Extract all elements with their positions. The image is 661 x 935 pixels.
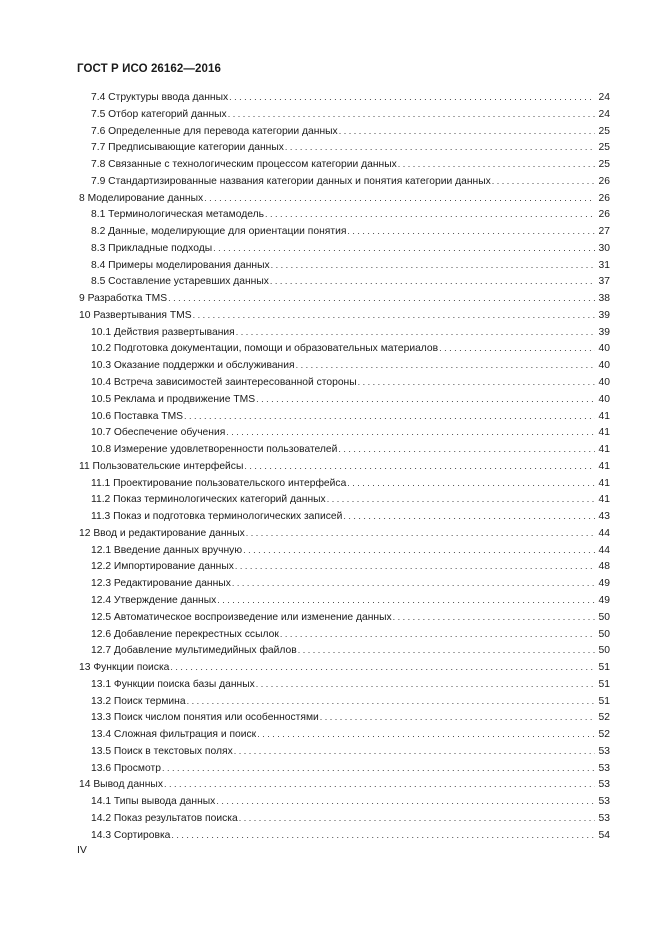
toc-dot-leader xyxy=(393,612,595,622)
toc-entry-title: 12.1 Введение данных вручную xyxy=(91,544,243,556)
toc-entry-page: 25 xyxy=(598,142,610,154)
toc-entry-page: 37 xyxy=(598,276,610,288)
toc-entry-page: 41 xyxy=(598,444,610,456)
toc-entry xyxy=(79,327,610,344)
toc-entry-page: 38 xyxy=(598,293,610,305)
toc-entry-title: 8.1 Терминологическая метамодель xyxy=(91,209,264,221)
toc-entry-title: 7.4 Структуры ввода данных xyxy=(91,92,229,103)
toc-entry xyxy=(79,126,610,143)
toc-entry-title: 7.8 Связанные с технологическим процессом категории данных xyxy=(91,159,397,171)
toc-entry-title: 10.8 Измерение удовлетворенности пользователей xyxy=(91,444,338,456)
toc-dot-leader xyxy=(296,360,595,370)
toc-entry-page: 53 xyxy=(598,796,610,808)
toc-entry-title: 10.5 Реклама и продвижение TMS xyxy=(91,393,256,405)
toc-entry-title: 12.2 Импортирование данных xyxy=(91,561,234,573)
toc-entry-page: 53 xyxy=(598,762,610,774)
toc-entry xyxy=(79,276,610,293)
toc-dot-leader xyxy=(171,830,595,840)
toc-entry-page: 27 xyxy=(598,226,610,238)
toc-entry-title: 8 Моделирование данных xyxy=(79,192,204,204)
toc-entry xyxy=(79,561,610,578)
toc-entry-title: 11.2 Показ терминологических категорий данных xyxy=(91,494,326,506)
toc-entry xyxy=(79,193,610,210)
toc-dot-leader xyxy=(170,662,595,672)
toc-entry xyxy=(79,310,610,327)
toc-entry-page: 40 xyxy=(598,377,610,389)
toc-entry-title: 8.5 Составление устаревших данных xyxy=(91,276,269,288)
toc-entry-page: 40 xyxy=(598,360,610,372)
toc-dot-leader xyxy=(270,276,595,286)
toc-entry-title: 7.7 Предписывающие категории данных xyxy=(91,142,284,154)
toc-entry-page: 26 xyxy=(598,209,610,221)
toc-entry xyxy=(79,746,610,763)
toc-entry-title: 7.6 Определенные для перевода категории данных xyxy=(91,125,338,137)
toc-entry xyxy=(79,645,610,662)
toc-entry-page: 24 xyxy=(598,108,610,120)
toc-entry-title: 10.7 Обеспечение обучения xyxy=(91,427,226,439)
toc-entry xyxy=(79,343,610,360)
toc-entry-page: 26 xyxy=(598,175,610,187)
document-header: ГОСТ Р ИСО 26162—2016 xyxy=(77,63,222,75)
toc-entry xyxy=(79,712,610,729)
toc-dot-leader xyxy=(347,478,595,488)
toc-dot-leader xyxy=(228,109,595,119)
toc-entry-page: 50 xyxy=(598,611,610,623)
toc-entry-title: 8.3 Прикладные подходы xyxy=(91,242,213,254)
toc-entry-page: 41 xyxy=(598,494,610,506)
toc-dot-leader xyxy=(193,310,595,320)
toc-entry xyxy=(79,578,610,595)
toc-entry-page: 41 xyxy=(598,477,610,489)
toc-entry xyxy=(79,176,610,193)
toc-entry-title: 12.5 Автоматическое воспроизведение или изменение данных xyxy=(91,611,392,623)
toc-entry-title: 13.2 Поиск термина xyxy=(91,695,186,707)
toc-dot-leader xyxy=(257,729,595,739)
toc-dot-leader xyxy=(358,377,595,387)
toc-entry xyxy=(79,612,610,629)
toc-dot-leader xyxy=(184,411,595,421)
toc-dot-leader xyxy=(217,595,595,605)
toc-entry xyxy=(79,142,610,159)
toc-entry-title: 11.1 Проектирование пользовательского интерфейса xyxy=(91,477,347,489)
toc-entry-page: 41 xyxy=(598,410,610,422)
toc-entry-title: 14.3 Сортировка xyxy=(91,829,171,841)
toc-entry-page: 53 xyxy=(598,779,610,791)
toc-entry xyxy=(79,427,610,444)
toc-entry-title: 10.2 Подготовка документации, помощи и образовательных материалов xyxy=(91,343,439,355)
toc-entry-title: 10.1 Действия развертывания xyxy=(91,326,235,338)
toc-dot-leader xyxy=(164,779,595,789)
toc-dot-leader xyxy=(271,260,595,270)
toc-entry-page: 39 xyxy=(598,326,610,338)
toc-entry xyxy=(79,209,610,226)
toc-entry-title: 7.5 Отбор категорий данных xyxy=(91,108,227,120)
toc-entry-page: 39 xyxy=(598,309,610,321)
toc-dot-leader xyxy=(347,226,595,236)
toc-entry xyxy=(79,662,610,679)
toc-entry xyxy=(79,461,610,478)
toc-entry xyxy=(79,494,610,511)
toc-entry-title: 7.9 Стандартизированные названия категории данных и понятия категории данных xyxy=(91,175,491,187)
toc-entry-title: 11 Пользовательские интерфейсы xyxy=(79,460,244,472)
toc-entry-title: 12.3 Редактирование данных xyxy=(91,578,231,590)
toc-dot-leader xyxy=(204,193,595,203)
toc-entry-title: 12 Ввод и редактирование данных xyxy=(79,527,245,539)
toc-entry xyxy=(79,394,610,411)
toc-dot-leader xyxy=(216,796,595,806)
toc-entry-title: 12.7 Добавление мультимедийных файлов xyxy=(91,645,297,657)
toc-entry xyxy=(79,92,610,109)
toc-entry xyxy=(79,260,610,277)
toc-dot-leader xyxy=(239,813,595,823)
toc-dot-leader xyxy=(256,394,595,404)
toc-dot-leader xyxy=(213,243,595,253)
toc-dot-leader xyxy=(280,629,595,639)
toc-entry-page: 52 xyxy=(598,712,610,724)
toc-entry xyxy=(79,679,610,696)
toc-entry-page: 26 xyxy=(598,192,610,204)
toc-entry-title: 14.1 Типы вывода данных xyxy=(91,796,216,808)
toc-entry xyxy=(79,796,610,813)
toc-dot-leader xyxy=(187,696,595,706)
toc-entry-title: 12.4 Утверждение данных xyxy=(91,594,217,606)
toc-entry-title: 14.2 Показ результатов поиска xyxy=(91,812,238,824)
toc-dot-leader xyxy=(232,578,595,588)
toc-entry-page: 53 xyxy=(598,745,610,757)
toc-entry xyxy=(79,729,610,746)
toc-entry-title: 9 Разработка TMS xyxy=(79,293,168,305)
toc-entry-title: 13.5 Поиск в текстовых полях xyxy=(91,745,233,757)
toc-entry xyxy=(79,813,610,830)
toc-dot-leader xyxy=(243,545,595,555)
toc-dot-leader xyxy=(244,461,595,471)
toc-entry xyxy=(79,109,610,126)
toc-entry xyxy=(79,545,610,562)
toc-entry-page: 41 xyxy=(598,427,610,439)
toc-dot-leader xyxy=(320,712,595,722)
toc-entry-title: 10.4 Встреча зависимостей заинтересованной стороны xyxy=(91,377,357,389)
toc-entry-title: 14 Вывод данных xyxy=(79,779,163,791)
toc-entry-title: 11.3 Показ и подготовка терминологических записей xyxy=(91,511,343,523)
toc-entry xyxy=(79,779,610,796)
toc-entry-page: 51 xyxy=(598,662,610,674)
toc-entry-page: 40 xyxy=(598,343,610,355)
toc-entry-title: 13.1 Функции поиска базы данных xyxy=(91,678,255,690)
toc-entry xyxy=(79,511,610,528)
toc-entry-title: 8.2 Данные, моделирующие для ориентации понятия xyxy=(91,226,347,238)
toc-dot-leader xyxy=(339,126,595,136)
toc-entry-page: 44 xyxy=(598,544,610,556)
toc-entry-title: 10.6 Поставка TMS xyxy=(91,410,184,422)
toc-entry-page: 49 xyxy=(598,578,610,590)
toc-entry xyxy=(79,444,610,461)
toc-entry-page: 51 xyxy=(598,678,610,690)
toc-dot-leader xyxy=(492,176,595,186)
table-of-contents xyxy=(79,92,610,846)
toc-entry-page: 53 xyxy=(598,812,610,824)
toc-entry-page: 50 xyxy=(598,628,610,640)
toc-entry xyxy=(79,293,610,310)
toc-entry xyxy=(79,629,610,646)
toc-dot-leader xyxy=(298,645,595,655)
toc-entry-title: 12.6 Добавление перекрестных ссылок xyxy=(91,628,279,640)
toc-entry-page: 25 xyxy=(598,159,610,171)
toc-entry-page: 52 xyxy=(598,729,610,741)
toc-entry xyxy=(79,411,610,428)
toc-dot-leader xyxy=(343,511,595,521)
toc-entry-page: 40 xyxy=(598,393,610,405)
toc-entry xyxy=(79,226,610,243)
toc-entry xyxy=(79,360,610,377)
toc-dot-leader xyxy=(235,561,595,571)
toc-entry-page: 25 xyxy=(598,125,610,137)
toc-entry-title: 13.4 Сложная фильтрация и поиск xyxy=(91,729,257,741)
toc-dot-leader xyxy=(162,763,595,773)
toc-dot-leader xyxy=(256,679,595,689)
toc-entry-page: 31 xyxy=(598,259,610,271)
toc-entry xyxy=(79,243,610,260)
toc-dot-leader xyxy=(246,528,595,538)
toc-dot-leader xyxy=(398,159,595,169)
toc-entry-page: 54 xyxy=(598,829,610,841)
toc-entry xyxy=(79,830,610,847)
toc-dot-leader xyxy=(226,427,595,437)
toc-entry-title: 10 Развертывания TMS xyxy=(79,309,192,321)
toc-entry-page: 44 xyxy=(598,527,610,539)
toc-entry-page: 43 xyxy=(598,511,610,523)
toc-dot-leader xyxy=(338,444,595,454)
toc-entry-page: 49 xyxy=(598,594,610,606)
toc-dot-leader xyxy=(236,327,595,337)
toc-entry-page: 24 xyxy=(598,92,610,103)
toc-dot-leader xyxy=(229,92,595,102)
toc-entry-page: 30 xyxy=(598,242,610,254)
toc-entry-page: 51 xyxy=(598,695,610,707)
toc-entry xyxy=(79,159,610,176)
toc-dot-leader xyxy=(265,209,595,219)
toc-entry-page: 48 xyxy=(598,561,610,573)
toc-entry-title: 13.6 Просмотр xyxy=(91,762,161,774)
toc-entry-title: 13.3 Поиск числом понятия или особенностями xyxy=(91,712,319,724)
toc-entry xyxy=(79,377,610,394)
toc-dot-leader xyxy=(439,343,595,353)
toc-entry-page: 41 xyxy=(598,460,610,472)
toc-entry xyxy=(79,478,610,495)
toc-entry-title: 10.3 Оказание поддержки и обслуживания xyxy=(91,360,295,372)
toc-dot-leader xyxy=(234,746,595,756)
toc-entry xyxy=(79,696,610,713)
toc-dot-leader xyxy=(285,142,595,152)
toc-entry xyxy=(79,528,610,545)
toc-entry xyxy=(79,763,610,780)
toc-entry-title: 13 Функции поиска xyxy=(79,662,170,674)
toc-dot-leader xyxy=(327,494,595,504)
toc-entry-page: 50 xyxy=(598,645,610,657)
toc-dot-leader xyxy=(168,293,595,303)
toc-entry xyxy=(79,595,610,612)
page-number: IV xyxy=(77,844,87,856)
toc-entry-title: 8.4 Примеры моделирования данных xyxy=(91,259,270,271)
